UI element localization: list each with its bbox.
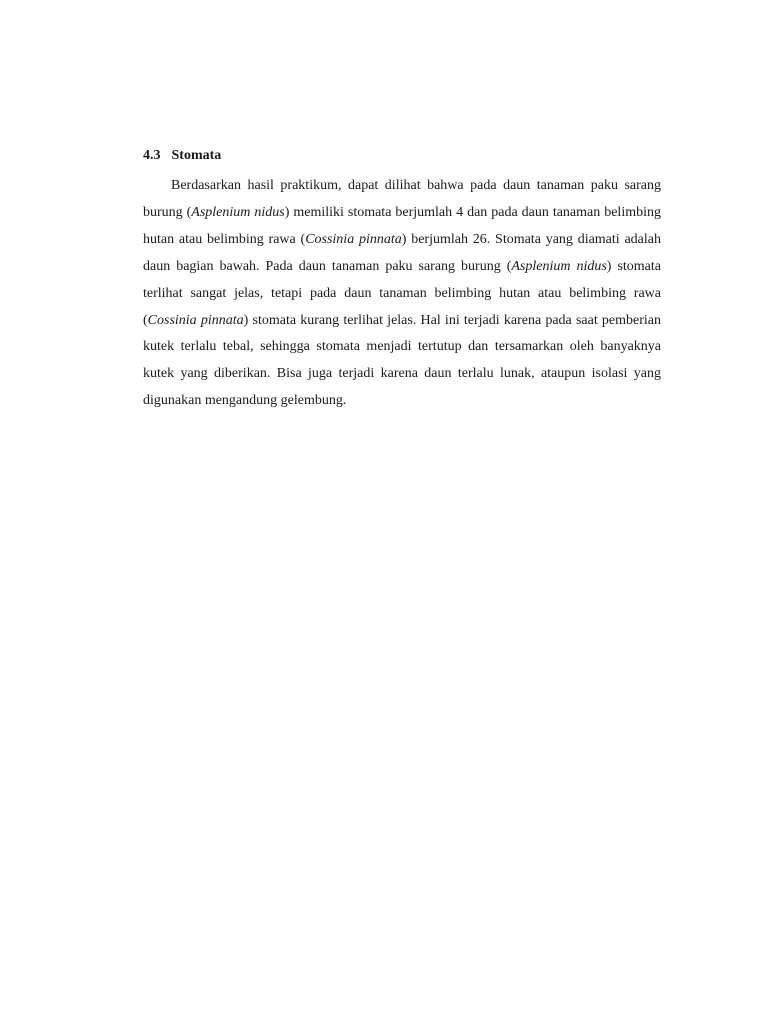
paragraph-text: Berdasarkan hasil praktikum, dapat dilihat bahwa pada daun tanaman paku sarang burung ( bbox=[143, 178, 661, 220]
species-name: Asplenium nidus bbox=[191, 204, 285, 220]
paragraph-text: ) berjumlah 26. Stomata yang diamati adalah daun bagian bawah. Pada daun tanaman paku sarang burung ( bbox=[143, 231, 661, 274]
paragraph-text: ) memiliki stomata berjumlah 4 dan pada daun tanaman belimbing hutan atau belimbing rawa ( bbox=[143, 204, 661, 247]
document-content bbox=[143, 146, 661, 415]
section-number: 4.3 bbox=[143, 148, 161, 163]
body-paragraph bbox=[143, 173, 661, 415]
section-title: Stomata bbox=[171, 148, 222, 163]
paragraph-text: ) stomata terlihat sangat jelas, tetapi pada daun tanaman belimbing hutan atau belimbing rawa ( bbox=[143, 258, 661, 328]
paragraph-text: ) stomata kurang terlihat jelas. Hal ini terjadi karena pada saat pemberian kutek terlalu tebal, sehingga stomata menjadi tertutup dan tersamarkan oleh banyaknya kutek yang diberikan. Bisa juga terjadi karena daun terlalu lunak, ataupun isolasi yang digunakan mengandung gelembung. bbox=[143, 312, 662, 409]
species-name: Cossinia pinnata bbox=[305, 231, 402, 247]
species-name: Cossinia pinnata bbox=[147, 312, 244, 328]
species-name: Asplenium nidus bbox=[511, 258, 607, 274]
section-heading bbox=[143, 146, 661, 166]
